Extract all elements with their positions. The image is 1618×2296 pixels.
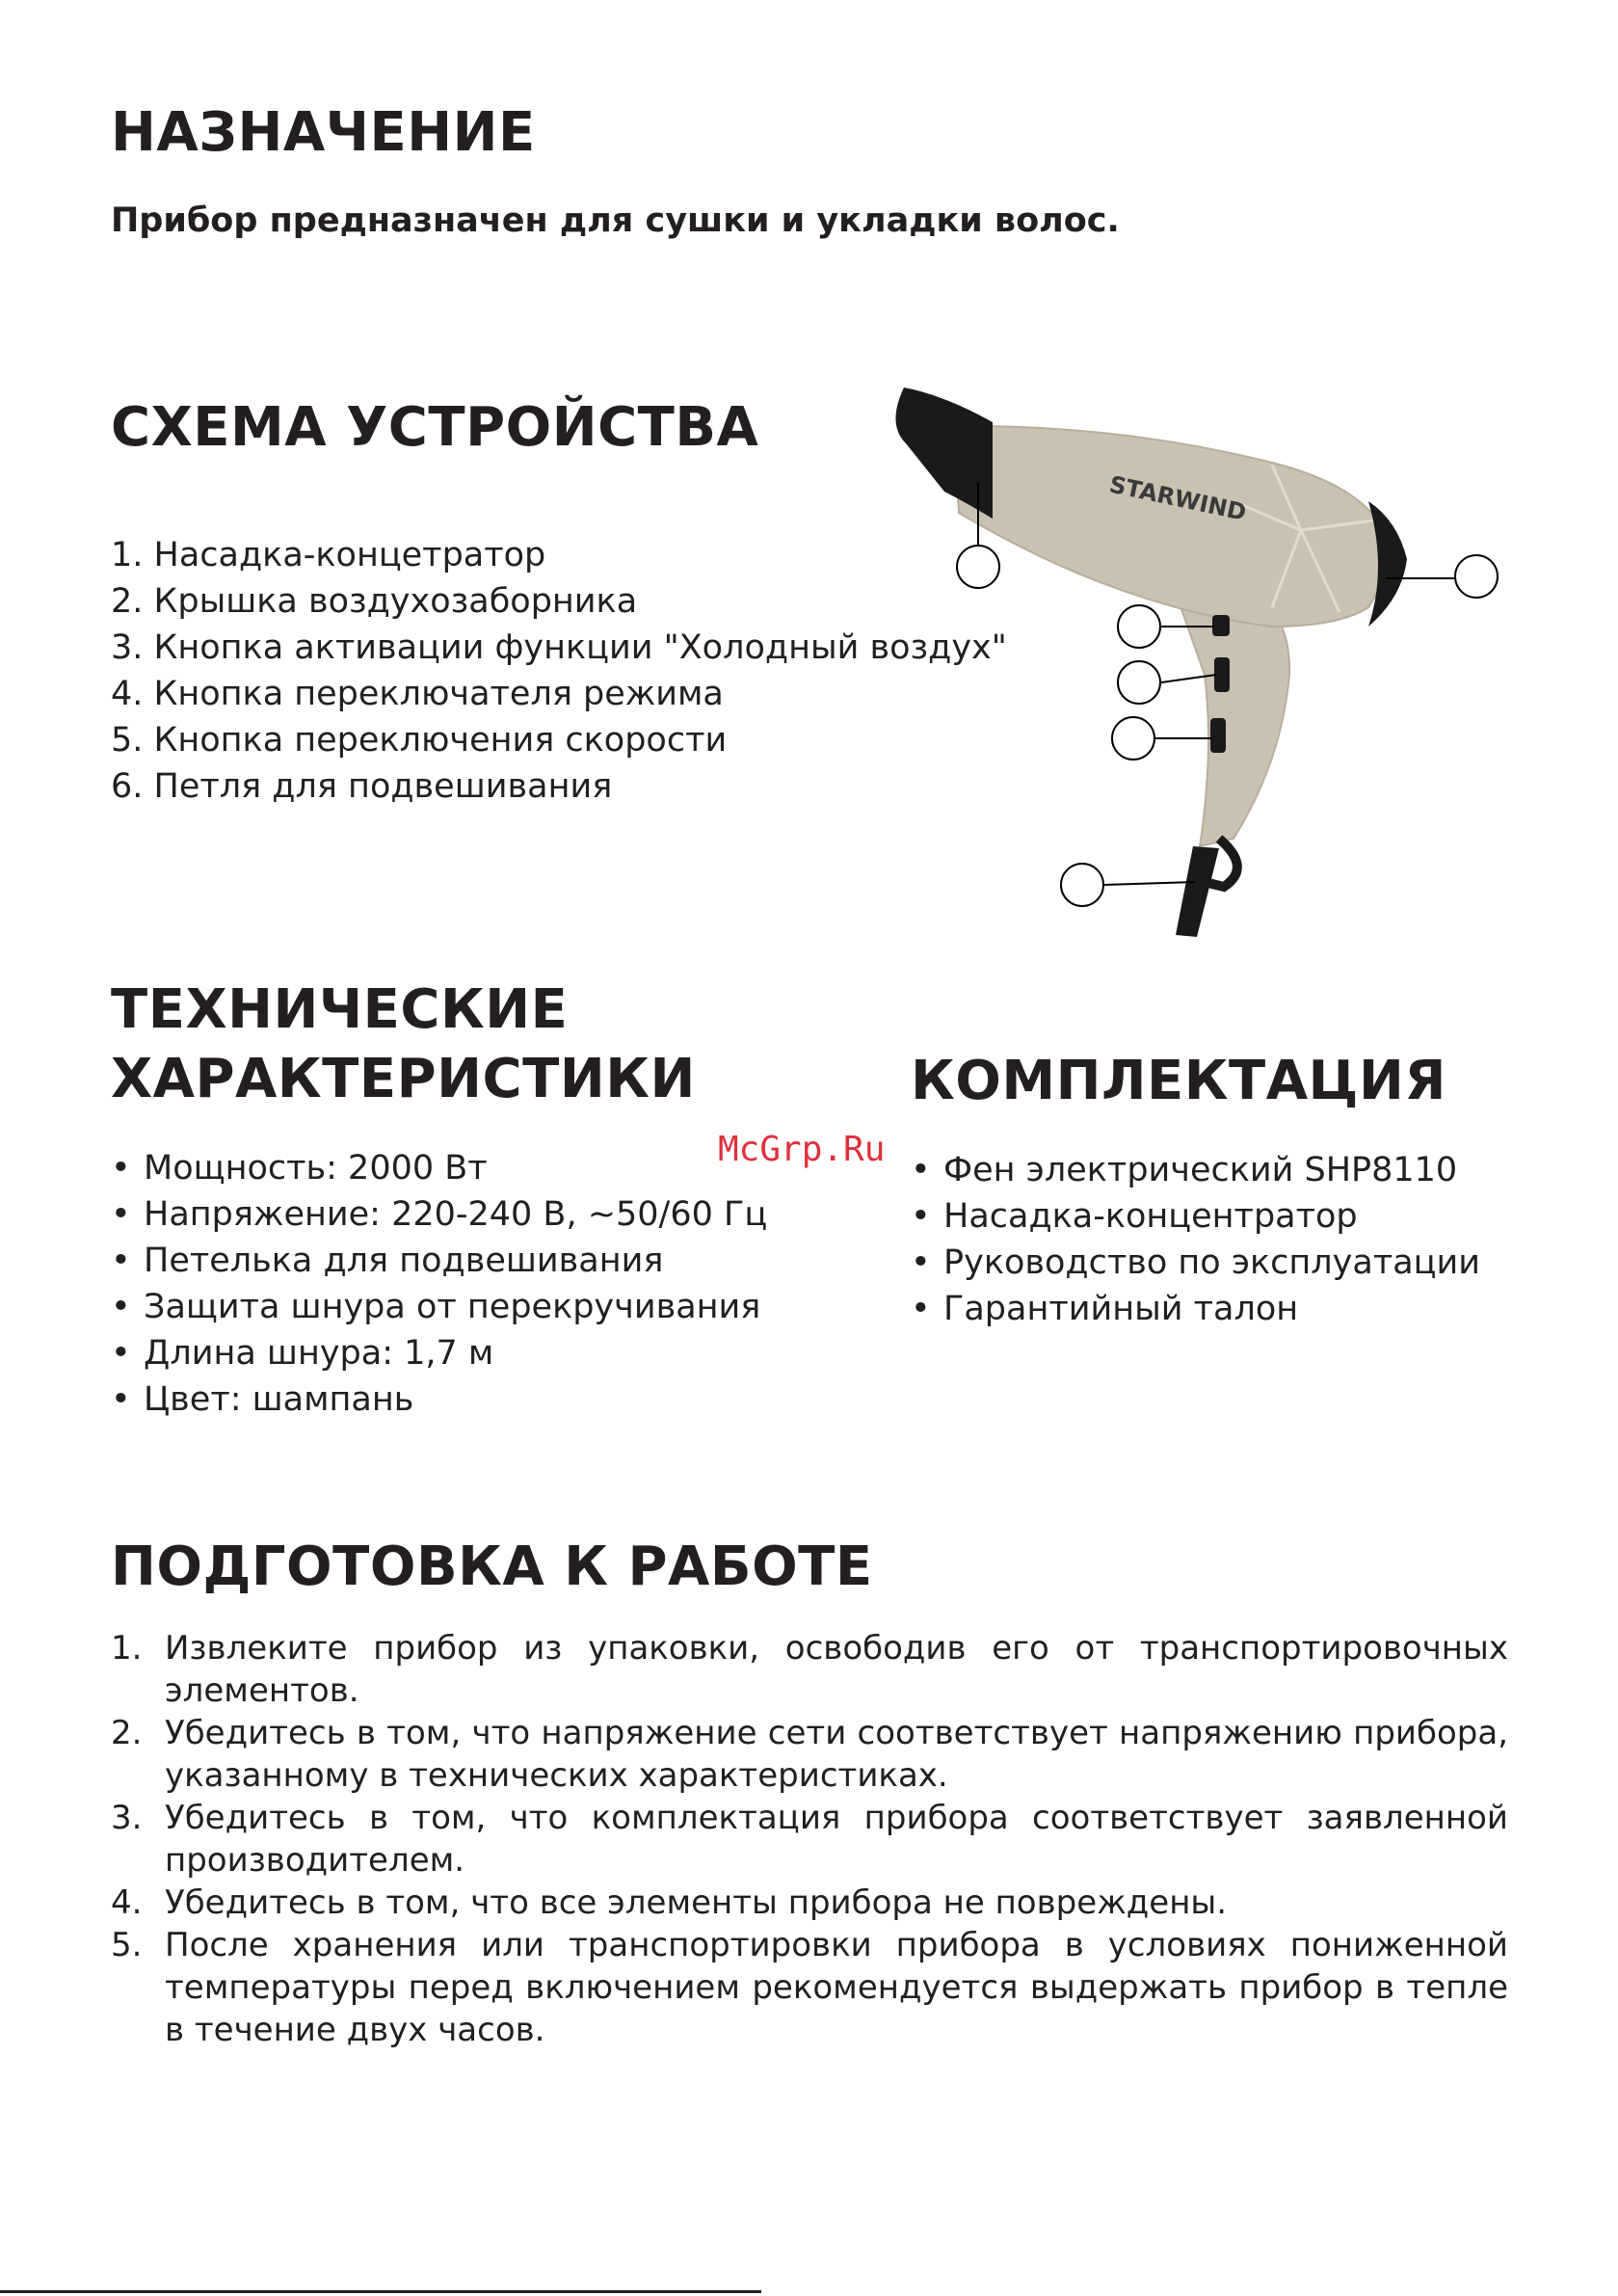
preparation-step: 4. Убедитесь в том, что все элементы прибора не повреждены.	[111, 1883, 1228, 1922]
package-list	[911, 1147, 1480, 1332]
package-item: • Насадка-концентратор	[911, 1197, 1358, 1236]
specs-item: • Цвет: шампань	[111, 1380, 414, 1419]
specs-heading-line1: ТЕХНИЧЕСКИЕ	[111, 978, 569, 1041]
scheme-list	[111, 532, 1007, 810]
scheme-item: 4. Кнопка переключателя режима	[111, 675, 724, 713]
cord-shape	[1176, 846, 1219, 937]
scheme-item: 5. Кнопка переключения скорости	[111, 721, 728, 760]
speed-button-shape	[1210, 718, 1226, 753]
specs-item: • Мощность: 2000 Вт	[111, 1149, 488, 1188]
preparation-step: 5. После хранения или транспортировки прибора в условиях пониженной температуры перед включением рекомендуется выдержать прибор в тепле в течение двух часов.	[111, 1926, 1508, 2049]
purpose-text: Прибор предназначен для сушки и укладки волос.	[111, 201, 1120, 240]
preparation-heading: ПОДГОТОВКА К РАБОТЕ	[111, 1535, 873, 1598]
bottom-rule	[0, 2290, 761, 2293]
specs-item: • Защита шнура от перекручивания	[111, 1288, 761, 1326]
brand-label: STARWIND	[1106, 470, 1249, 526]
purpose-heading: НАЗНАЧЕНИЕ	[111, 101, 536, 164]
package-item: • Гарантийный талон	[911, 1290, 1299, 1328]
callout-circle	[1112, 717, 1154, 760]
callout-circle	[957, 546, 999, 588]
cool-button-shape	[1212, 615, 1230, 636]
callout-circle	[1061, 864, 1103, 906]
specs-heading-line2: ХАРАКТЕРИСТИКИ	[111, 1048, 696, 1110]
preparation-step: 3. Убедитесь в том, что комплектация прибора соответствует заявленной производителем.	[111, 1799, 1508, 1880]
specs-list	[111, 1145, 767, 1423]
specs-item: • Напряжение: 220-240 В, ~50/60 Гц	[111, 1195, 768, 1234]
scheme-item: 2. Крышка воздухозаборника	[111, 582, 638, 621]
callout-circle	[1455, 555, 1498, 598]
mode-button-shape	[1214, 657, 1230, 692]
specs-item: • Петелька для подвешивания	[111, 1241, 664, 1280]
scheme-item: 1. Насадка-концетратор	[111, 536, 546, 574]
scheme-item: 6. Петля для подвешивания	[111, 767, 613, 806]
package-heading: КОМПЛЕКТАЦИЯ	[911, 1050, 1446, 1112]
callout-circle	[1118, 605, 1160, 648]
package-item: • Фен электрический SHP8110	[911, 1151, 1458, 1189]
preparation-step: 2. Убедитесь в том, что напряжение сети соответствует напряжению прибора, указанному в технических характеристиках.	[111, 1714, 1508, 1795]
preparation-steps	[111, 1627, 1508, 2051]
watermark: McGrp.Ru	[718, 1130, 886, 1169]
handle-shape	[1176, 593, 1289, 846]
scheme-item: 3. Кнопка активации функции "Холодный воздух"	[111, 628, 1007, 667]
specs-item: • Длина шнура: 1,7 м	[111, 1334, 494, 1373]
preparation-step: 1. Извлеките прибор из упаковки, освободив его от транспортировочных элементов.	[111, 1629, 1508, 1710]
package-item: • Руководство по эксплуатации	[911, 1243, 1480, 1282]
hair-dryer-illustration	[887, 386, 1523, 954]
scheme-heading: СХЕМА УСТРОЙСТВА	[111, 396, 759, 459]
callout-circle	[1118, 661, 1160, 704]
